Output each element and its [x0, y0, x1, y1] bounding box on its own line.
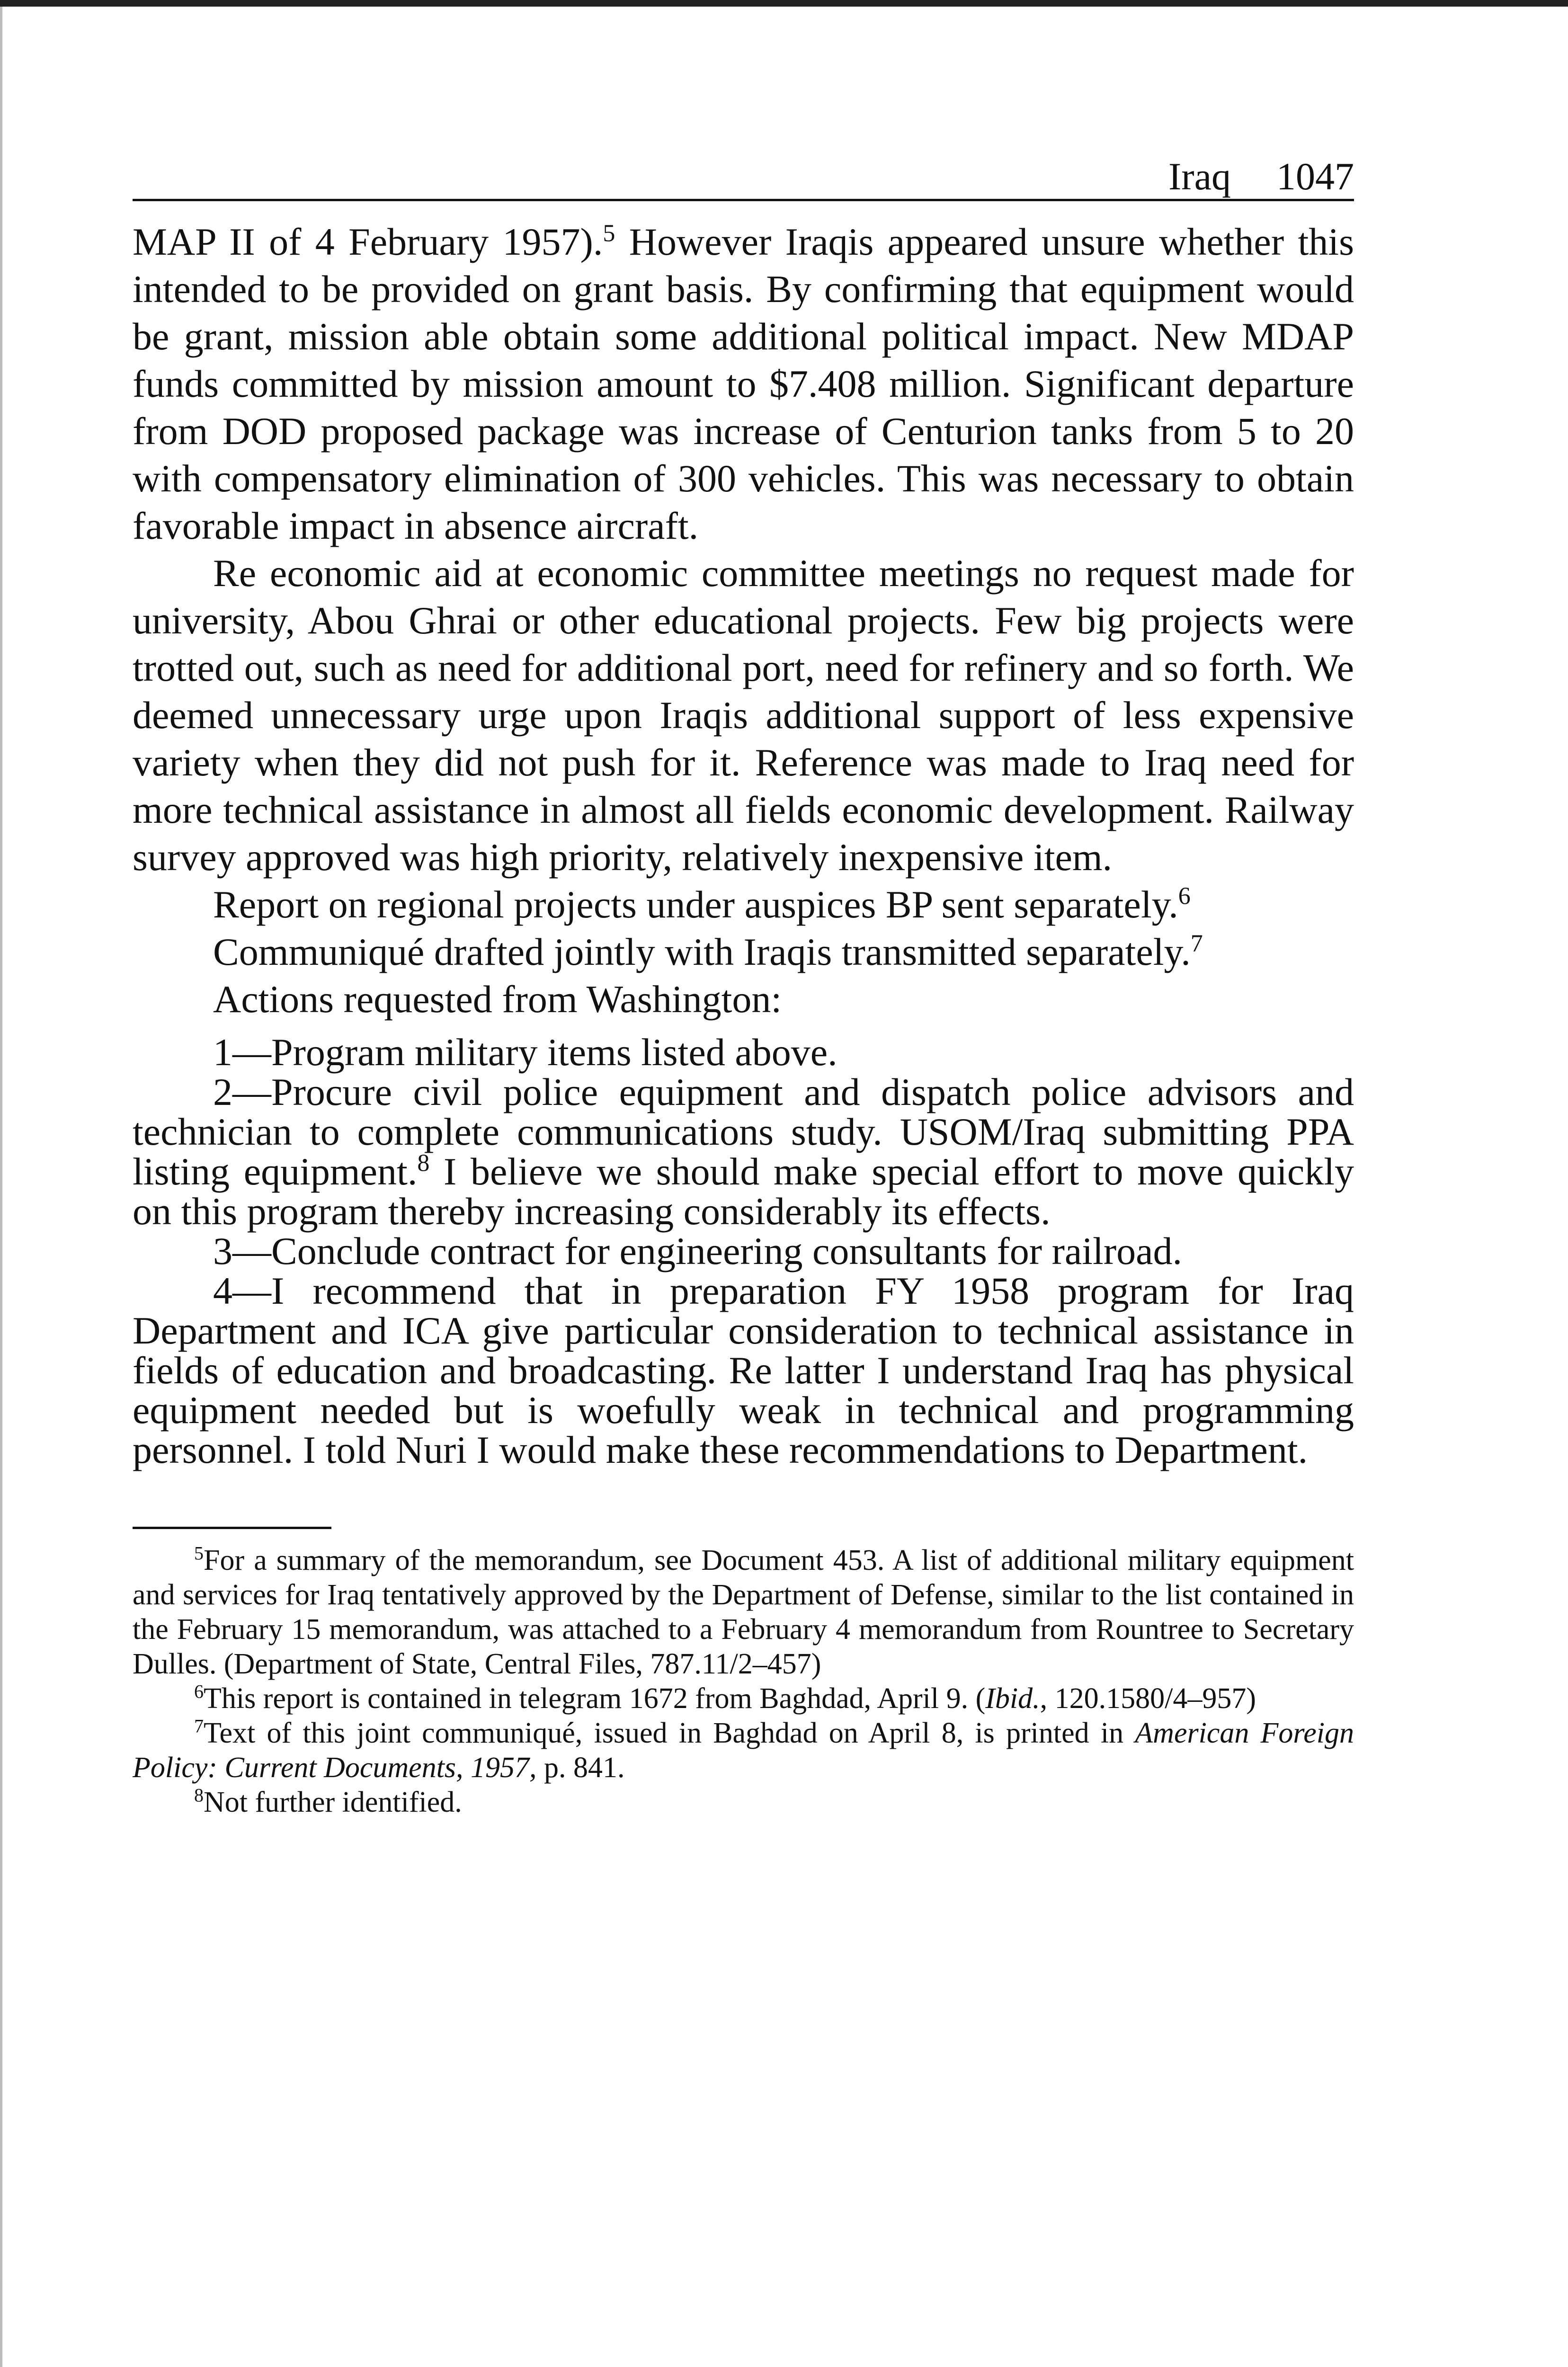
header-section-title: Iraq: [1168, 155, 1231, 198]
footnote-5-text: For a summary of the memorandum, see Document 453. A list of additional military equipment and services for Iraq tentatively approved by the Department of Defense, similar to the list contained in the February 15 memorandum, was attached to a February 4 memorandum from Rountree to Secretary Dulles. (Department of State, Central Files, 787.11/2–457): [133, 1544, 1354, 1680]
body-text: [133, 218, 1354, 1470]
footnote-7-text-a: Text of this joint communiqué, issued in Baghdad on April 8, is printed in: [204, 1717, 1135, 1749]
paragraph-2: Re economic aid at economic committee meetings no request made for university, Abou Ghrai or other educational projects. Few big projects were trotted out, such as need for additional port, need for refinery and so forth. We deemed unnecessary urge upon Iraqis additional support of less expensive variety when they did not push for it. Reference was made to Iraq need for more technical assistance in almost all fields economic development. Railway survey approved was high priority, relatively inexpensive item.: [133, 552, 1354, 879]
footnote-7-title: American Foreign Policy: Current Documents, 1957,: [133, 1717, 1354, 1784]
page-top-edge: [0, 0, 1568, 7]
paragraph-4: [133, 928, 1354, 976]
page-left-edge: [0, 7, 2, 2367]
action-item-4: 4—I recommend that in preparation FY 1958 program for Iraq Department and ICA give particular consideration to technical assistance in fields of education and broadcasting. Re latter I understand Iraq has physical equipment needed but is woefully weak in technical and programming personnel. I told Nuri I would make these recommendations to Department.: [133, 1269, 1354, 1471]
action-item-2-cont: I believe we should make special effort to move quickly on this program thereby increasing considerably its effects.: [133, 1150, 1354, 1233]
paragraph-3: [133, 881, 1354, 928]
footnotes: [133, 1543, 1354, 1820]
footnote-ref-5: 5: [603, 220, 615, 247]
action-item-1: 1—Program military items listed above.: [213, 1031, 837, 1074]
footnote-7-number: 7: [194, 1715, 204, 1737]
paragraph-3-text: Report on regional projects under auspices BP sent separately.: [213, 883, 1178, 926]
footnote-ref-8: 8: [417, 1149, 430, 1177]
footnote-8-number: 8: [194, 1784, 204, 1806]
footnote-6-text-b: , 120.1580/4–957): [1040, 1682, 1256, 1715]
paragraph-1-start: MAP II of 4 February 1957).: [133, 220, 603, 263]
running-header: [133, 137, 1354, 201]
footnote-5: [133, 1543, 1354, 1682]
footnote-6-ibid: Ibid.: [985, 1682, 1040, 1715]
paragraph-1: [133, 218, 1354, 550]
footnote-6-text-a: This report is contained in telegram 1672 from Baghdad, April 9. (: [204, 1682, 986, 1715]
footnote-ref-6: 6: [1178, 882, 1191, 910]
footnote-ref-7: 7: [1190, 930, 1203, 957]
paragraph-4-text: Communiqué drafted jointly with Iraqis transmitted separately.: [213, 930, 1191, 973]
footnote-6-number: 6: [194, 1681, 204, 1702]
header-page-number: 1047: [1276, 155, 1354, 198]
paragraph-5: Actions requested from Washington:: [213, 978, 782, 1021]
action-item-2-text: 2—Procure civil police equipment and dispatch police advisors and technician to complete communications study. USOM/Iraq submitting PPA listing equipment.: [133, 1070, 1354, 1193]
action-item-3: 3—Conclude contract for engineering consultants for railroad.: [213, 1229, 1183, 1272]
document-page: [133, 137, 1354, 1820]
paragraph-1-cont: However Iraqis appeared unsure whether this intended to be provided on grant basis. By confirming that equipment would be grant, mission able obtain some additional political impact. New MDAP funds committed by mission amount to $7.408 million. Significant departure from DOD proposed package was increase of Centurion tanks from 5 to 20 with compensatory elimination of 300 vehicles. This was necessary to obtain favorable impact in absence aircraft.: [133, 220, 1354, 547]
footnote-8: [133, 1785, 1354, 1820]
footnote-separator: [133, 1527, 331, 1529]
footnote-7: [133, 1716, 1354, 1785]
action-item-2: [133, 1072, 1354, 1231]
footnote-8-text: Not further identified.: [204, 1786, 462, 1818]
footnote-5-number: 5: [194, 1542, 204, 1564]
footnote-6: [133, 1682, 1354, 1716]
footnote-7-text-b: p. 841.: [536, 1752, 625, 1784]
